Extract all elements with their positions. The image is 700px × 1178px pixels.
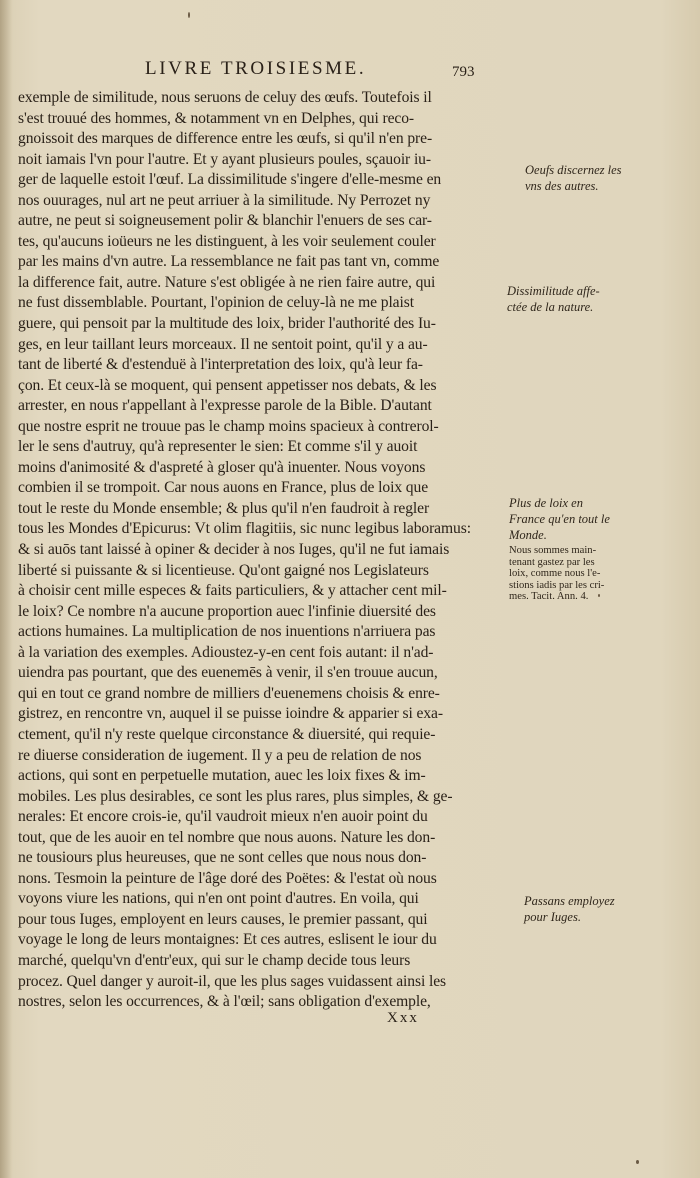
text-line: çon. Et ceux-là se moquent, qui pensent appetisser nos debats, & les: [18, 376, 437, 394]
margin-note-line: France qu'en tout le: [509, 512, 610, 526]
text-line: moins d'animosité & d'aspreté à gloser qu'à inuenter. Nous voyons: [18, 458, 426, 476]
text-line: arrester, en nous r'appellant à l'expresse parole de la Bible. D'autant: [18, 397, 432, 415]
text-line: gistrez, en rencontre vn, auquel il se puisse ioindre & apparier si exa-: [18, 705, 443, 723]
running-title: LIVRE TROISIESME.: [145, 58, 367, 79]
margin-note-line: ctée de la nature.: [507, 300, 594, 314]
text-line: tous les Mondes d'Epicurus: Vt olim flagitiis, sic nunc legibus laboramus:: [18, 520, 471, 538]
margin-note-line: Dissimilitude affe-: [507, 284, 600, 298]
running-head: [0, 58, 700, 88]
text-line: voyage le long de leurs montaignes: Et ces autres, eslisent le iour du: [18, 931, 437, 949]
text-line: uiendra pas pourtant, que des euenemēs à venir, il s'en trouue aucun,: [18, 664, 438, 682]
margin-note-line: loix, comme nous l'e-: [509, 568, 601, 579]
text-line: ne tousiours plus heureuses, que ne sont celles que nous nous don-: [18, 849, 427, 867]
margin-note-line: Monde.: [509, 528, 547, 542]
text-line: tes, qu'aucuns ioüeurs ne les distinguent, à les voir seulement couler: [18, 232, 436, 250]
margin-note-tacitus: [509, 545, 604, 603]
paper-speck: [636, 1160, 639, 1164]
margin-note-line: vns des autres.: [525, 179, 599, 193]
catchword: Xxx: [387, 1010, 419, 1026]
margin-note-line: stions iadis par les cri-: [509, 579, 605, 591]
text-line: gnoissoit des marques de difference entre les œufs, si qu'il n'en pre-: [18, 130, 433, 148]
text-line: tout, que de les auoir en tel nombre que nous auons. Nature les don-: [18, 828, 436, 846]
text-line: & si auōs tant laissé à opiner & decider à nos Iuges, qu'il ne fut iamais: [18, 541, 450, 559]
text-line: re diuerse consideration de iugement. Il y a peu de relation de nos: [18, 746, 422, 764]
margin-note-line: Plus de loix en: [509, 496, 583, 510]
text-line: ctement, qu'il n'y reste quelque circonstance & diuersité, qui requie-: [18, 725, 436, 743]
text-line: nerales: Et encore crois-ie, qu'il vaudroit mieux n'en auoir point du: [18, 808, 428, 826]
margin-note-line: pour Iuges.: [524, 910, 581, 924]
margin-note-line: tenant gastez par les: [509, 556, 595, 568]
text-line: autre, ne peut si soigneusement polir & blanchir l'enuers de ses car-: [18, 212, 432, 230]
margin-note-line: Oeufs discernez les: [525, 163, 622, 177]
text-line: s'est trouué des hommes, & notamment vn en Delphes, qui reco-: [18, 109, 414, 127]
text-line: ger de laquelle estoit l'œuf. La dissimilitude s'ingere d'elle-mesme en: [18, 171, 442, 189]
text-line: ler le sens d'autruy, qu'à representer le sien: Et comme s'il y auoit: [18, 438, 418, 456]
text-line: mobiles. Les plus desirables, ce sont les plus rares, plus simples, & ge-: [18, 787, 453, 805]
text-line: par les mains d'vn autre. La ressemblance ne fait pas tant vn, comme: [18, 253, 440, 271]
text-line: voyons viure les nations, qui n'en ont point d'autres. En voila, qui: [18, 890, 419, 908]
text-line: noit iamais l'vn pour l'autre. Et y ayant plusieurs poules, sçauoir iu-: [18, 150, 431, 168]
text-line: le loix? Ce nombre n'a aucune proportion auec l'infinie diuersité des: [18, 602, 436, 620]
text-line: tout le reste du Monde ensemble; & plus qu'il n'en faudroit à regler: [18, 499, 430, 517]
text-line: tant de liberté & d'estenduë à l'interpretation des loix, qu'à leur fa-: [18, 356, 423, 374]
page-number: 793: [452, 64, 475, 80]
text-line: actions humaines. La multiplication de nos inuentions n'arriuera pas: [18, 623, 436, 641]
paper-speck: [188, 12, 190, 18]
text-line: nos ouurages, nul art ne peut arriuer à la similitude. Ny Perrozet ny: [18, 191, 431, 209]
margin-note-dissimilitude: [507, 283, 600, 315]
margin-note-laws-france: [509, 495, 610, 543]
spine-shadow: [0, 0, 12, 1178]
text-line: marché, quelqu'vn d'entr'eux, qui sur le champ decide tous leurs: [18, 951, 411, 969]
text-line: guere, qui pensoit par la multitude des loix, brider l'authorité des Iu-: [18, 315, 436, 333]
margin-note-eggs: [525, 162, 622, 194]
text-line: actions, qui sont en perpetuelle mutation, auec les loix fixes & im-: [18, 767, 426, 785]
text-line: qui en tout ce grand nombre de milliers d'euenemens choisis & enre-: [18, 684, 440, 702]
text-line: à choisir cent mille especes & faits particuliers, & y attacher cent mil-: [18, 582, 447, 600]
text-line: ges, en leur taillant leurs morceaux. Il ne sentoit point, qu'il y a au-: [18, 335, 428, 353]
paper-speck: [598, 594, 600, 597]
text-line: nons. Tesmoin la peinture de l'âge doré des Poëtes: & l'estat où nous: [18, 869, 437, 887]
text-line: nostres, selon les occurrences, & à l'œil; sans obligation d'exemple,: [18, 993, 431, 1011]
text-line: procez. Quel danger y auroit-il, que les plus sages vuidassent ainsi les: [18, 972, 447, 990]
margin-note-line: Nous sommes main-: [509, 545, 597, 556]
margin-note-line: mes. Tacit. Ann. 4.: [509, 591, 589, 602]
margin-note-passersby: [524, 893, 615, 925]
text-line: pour tous Iuges, employent en leurs causes, le premier passant, qui: [18, 910, 428, 928]
text-line: combien il se trompoit. Car nous auons en France, plus de loix que: [18, 479, 429, 497]
main-text-block: [18, 88, 506, 1013]
text-line: ne fust dissemblable. Pourtant, l'opinion de celuy-là ne me plaist: [18, 294, 414, 312]
text-line: que nostre esprit ne trouue pas le champ moins spacieux à contrerol-: [18, 417, 439, 435]
text-line: à la variation des exemples. Adioustez-y-en cent fois autant: il n'ad-: [18, 643, 434, 661]
text-line: exemple de similitude, nous seruons de celuy des œufs. Toutefois il: [18, 89, 432, 106]
margin-note-line: Passans employez: [524, 894, 615, 908]
text-line: liberté si puissante & si licentieuse. Qu'ont gaigné nos Legislateurs: [18, 561, 429, 579]
text-line: la difference fait, autre. Nature s'est obligée à ne rien faire autre, qui: [18, 273, 436, 291]
